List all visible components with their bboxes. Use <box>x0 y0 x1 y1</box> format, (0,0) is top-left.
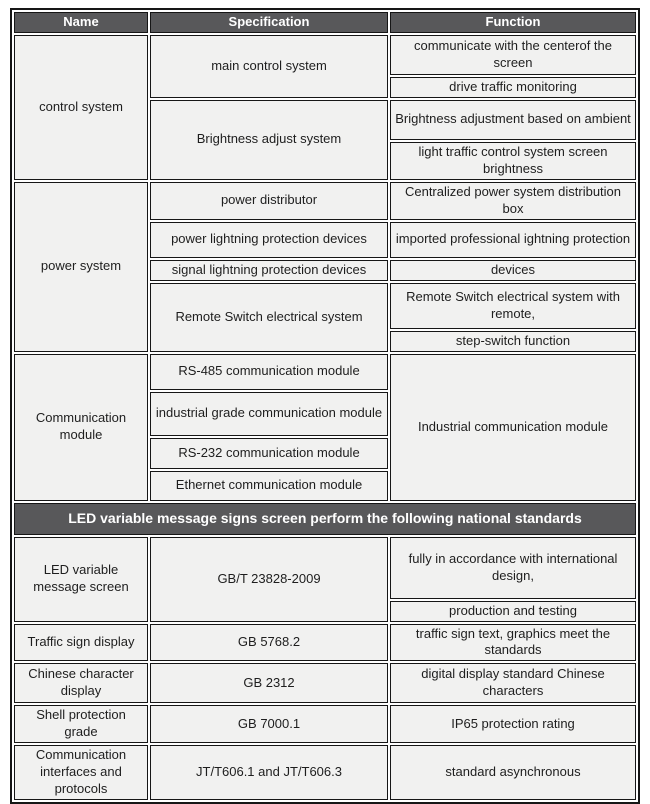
table-row <box>14 663 636 703</box>
table-row <box>14 354 636 390</box>
table-row <box>14 182 636 220</box>
table-row <box>14 745 636 800</box>
name-cell-chinese-character-display: Chinese character display <box>14 663 148 703</box>
col-header-function: Function <box>390 12 636 33</box>
name-cell-control-system: control system <box>14 35 148 180</box>
function-cell-digital-display-chinese: digital display standard Chinese characters <box>390 663 636 703</box>
function-cell-standard-asynchronous: standard asynchronous <box>390 745 636 800</box>
function-cell-fully-in-accordance: fully in accordance with international design, <box>390 537 636 599</box>
function-cell-traffic-sign-text: traffic sign text, graphics meet the standards <box>390 624 636 662</box>
function-cell-ip65-protection: IP65 protection rating <box>390 705 636 743</box>
function-cell-devices: devices <box>390 260 636 281</box>
function-cell-light-traffic-brightness: light traffic control system screen brightness <box>390 142 636 180</box>
function-cell-brightness-adjustment: Brightness adjustment based on ambient <box>390 100 636 140</box>
spec-cell-rs232: RS-232 communication module <box>150 438 388 469</box>
table-row <box>14 705 636 743</box>
name-cell-power-system: power system <box>14 182 148 352</box>
spec-cell-main-control-system: main control system <box>150 35 388 98</box>
function-cell-industrial-communication: Industrial communication module <box>390 354 636 501</box>
table-header-row <box>14 12 636 33</box>
function-cell-step-switch: step-switch function <box>390 331 636 352</box>
standards-band: LED variable message signs screen perform the following national standards <box>14 503 636 535</box>
function-cell-drive-traffic-monitoring: drive traffic monitoring <box>390 77 636 98</box>
spec-cell-rs485: RS-485 communication module <box>150 354 388 390</box>
standards-band-row <box>14 503 636 535</box>
spec-cell-gb-5768-2: GB 5768.2 <box>150 624 388 662</box>
spec-cell-signal-lightning-protection: signal lightning protection devices <box>150 260 388 281</box>
spec-cell-jtt606: JT/T606.1 and JT/T606.3 <box>150 745 388 800</box>
name-cell-traffic-sign-display: Traffic sign display <box>14 624 148 662</box>
function-cell-production-and-testing: production and testing <box>390 601 636 622</box>
specification-table <box>10 8 640 804</box>
table-row <box>14 624 636 662</box>
spec-cell-gbt-23828-2009: GB/T 23828-2009 <box>150 537 388 622</box>
function-cell-imported-lightning-protection: imported professional ightning protection <box>390 222 636 258</box>
spec-cell-remote-switch: Remote Switch electrical system <box>150 283 388 352</box>
name-cell-led-variable-message-screen: LED variable message screen <box>14 537 148 622</box>
spec-cell-brightness-adjust-system: Brightness adjust system <box>150 100 388 180</box>
function-cell-communicate: communicate with the centerof the screen <box>390 35 636 75</box>
spec-cell-power-distributor: power distributor <box>150 182 388 220</box>
spec-cell-gb-2312: GB 2312 <box>150 663 388 703</box>
spec-cell-gb-7000-1: GB 7000.1 <box>150 705 388 743</box>
spec-cell-power-lightning-protection: power lightning protection devices <box>150 222 388 258</box>
col-header-name: Name <box>14 12 148 33</box>
function-cell-centralized-power: Centralized power system distribution box <box>390 182 636 220</box>
name-cell-communication-interfaces: Communication interfaces and protocols <box>14 745 148 800</box>
spec-cell-industrial-grade: industrial grade communication module <box>150 392 388 436</box>
name-cell-communication-module: Communication module <box>14 354 148 501</box>
spec-cell-ethernet: Ethernet communication module <box>150 471 388 501</box>
name-cell-shell-protection-grade: Shell protection grade <box>14 705 148 743</box>
col-header-specification: Specification <box>150 12 388 33</box>
table-row <box>14 537 636 599</box>
table-row <box>14 35 636 75</box>
function-cell-remote-switch-with-remote: Remote Switch electrical system with remote, <box>390 283 636 329</box>
